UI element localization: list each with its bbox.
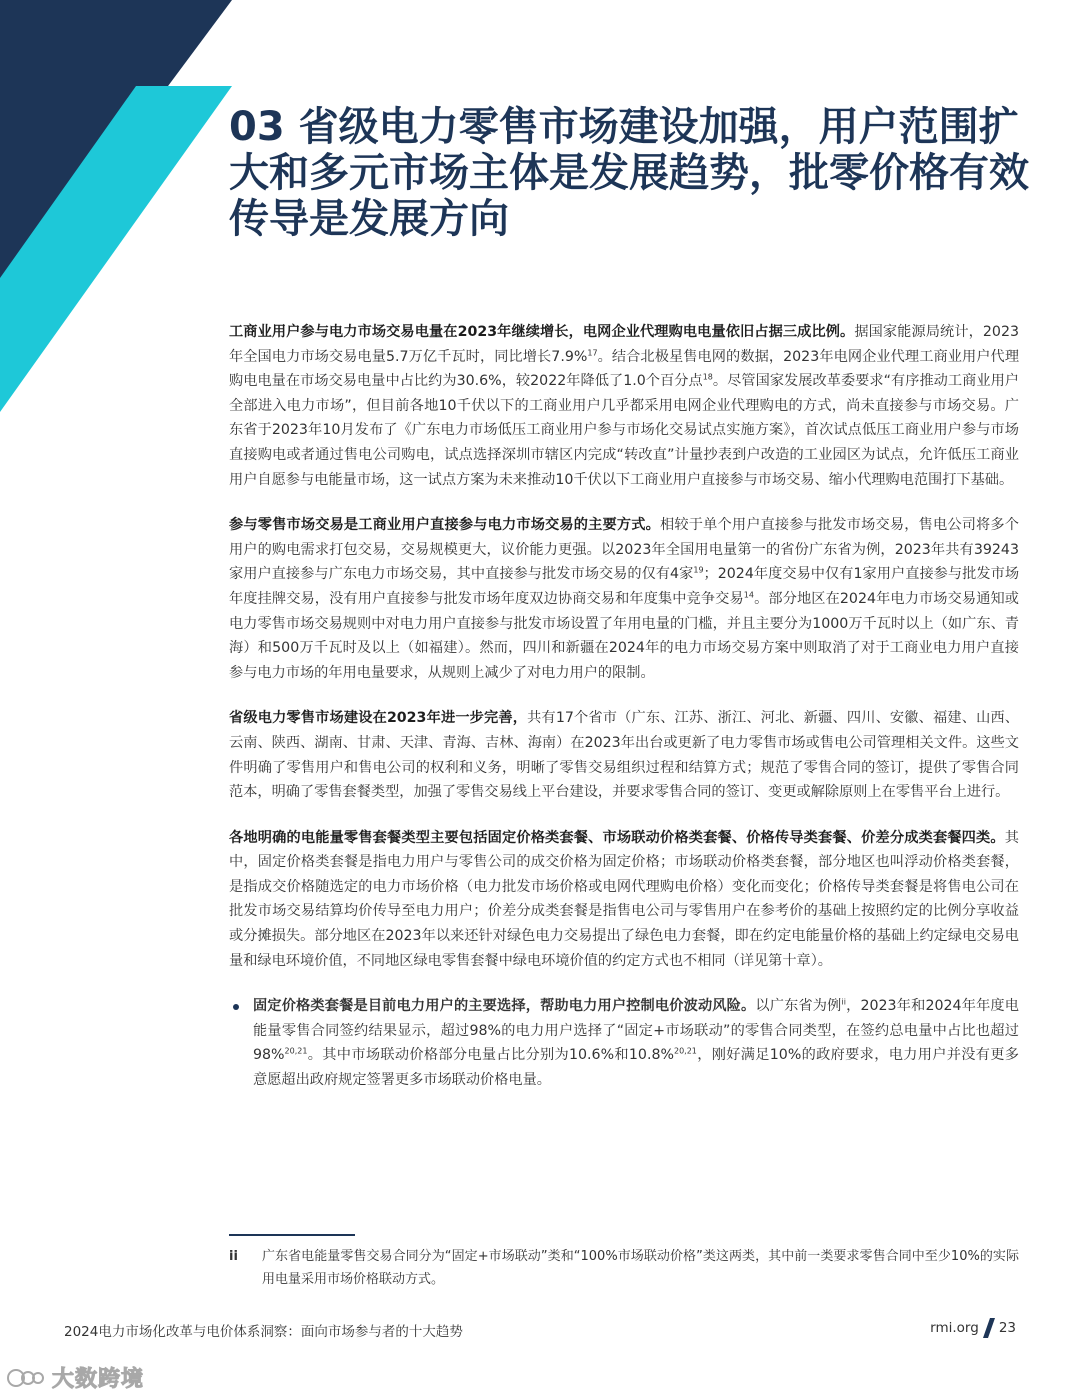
paragraph-4 bbox=[229, 826, 1019, 974]
bullet-text-4: ，刚好满足10%的政府要求，电力用户并没有更多意愿超出政府规定签署更多市场联动价格电量。 bbox=[253, 1047, 1019, 1089]
paragraph-3-text-1: 共有17个省市（广东、江苏、浙江、河北、新疆、四川、安徽、福建、山西、云南、陕西、湖南、甘肃、天津、青海、吉林、海南）在2023年出台或更新了电力零售市场或售电公司管理相关文件。这些文件明确了零售用户和售电公司的权利和义务，明晰了零售交易组织过程和结算方式；规范了零售合同的签订，提供了零售合同范本，明确了零售套餐类型，加强了零售交易线上平台建设，并要求零售合同的签订、变更或解除原则上在零售平台上进行。 bbox=[229, 710, 1019, 801]
paragraph-2-lead: 参与零售市场交易是工商业用户直接参与电力市场交易的主要方式。 bbox=[229, 517, 660, 534]
paragraph-1-text-2: 。结合北极星售电网的数据，2023年电网企业代理工商业用户代理购电电量在市场交易电量中占比约为30.6%，较2022年降低了1.0个百分点 bbox=[229, 348, 1020, 390]
bullet-item bbox=[253, 994, 1019, 1092]
bullet-lead: 固定价格类套餐是目前电力用户的主要选择，帮助电力用户控制电价波动风险。 bbox=[253, 998, 756, 1015]
footnote-mark: ii bbox=[229, 1249, 238, 1264]
paragraph-4-text-1: 其中，固定价格类套餐是指电力用户与零售公司的成交价格为固定价格；市场联动价格类套餐，部分地区也叫浮动价格类套餐，是指成交价格随选定的电力市场价格（电力批发市场价格或电网代理购电价格）变化而变化；价格传导类套餐是将售电公司在批发市场交易结算均价传导至电力用户；价差分成类套餐是指售电公司与零售用户在参考价的基础上按照约定的比例分享收益或分摊损失。部分地区在2023年以来还针对绿色电力交易提出了绿色电力套餐，即在约定电能量价格的基础上约定绿电交易电量和绿电环境价值，不同地区绿电零售套餐中绿电环境价值的约定方式也不相同（详见第十章）。 bbox=[229, 829, 1019, 969]
citation: 18 bbox=[702, 372, 713, 382]
footnote-ref[interactable]: ii bbox=[841, 997, 846, 1007]
paragraph-1-text-3: 。尽管国家发展改革委要求“有序推动工商业用户全部进入电力市场”，但目前各地10千伏以下的工商业用户几乎都采用电网企业代理购电的方式，尚未直接参与市场交易。广东省于2023年10月发布了《广东电力市场低压工商业用户参与市场化交易试点实施方案》，首次试点低压工商业用户参与市场直接购电或者通过售电公司购电，试点选择深圳市辖区内完成“转改直”计量抄表到户改造的工业园区为试点，允许低压工商业用户自愿参与电能量市场，这一试点方案为未来推动10千伏以下工商业用户直接参与市场交易、缩小代理购电范围打下基础。 bbox=[229, 373, 1019, 488]
page-title: 03 省级电力零售市场建设加强，用户范围扩大和多元市场主体是发展趋势，批零价格有效传导是发展方向 bbox=[229, 104, 1029, 242]
paragraph-1-lead: 工商业用户参与电力市场交易电量在2023年继续增长，电网企业代理购电电量依旧占据三成比例。 bbox=[229, 324, 855, 340]
citation: 17 bbox=[587, 347, 598, 357]
paragraph-1-text-1: 据国家能源局统计，2023年全国电力市场交易电量5.7万亿千瓦时，同比增长7.9% bbox=[229, 324, 1019, 365]
footnote-divider bbox=[229, 1234, 355, 1236]
paragraph-2-text-1: 相较于单个用户直接参与批发市场交易，售电公司将多个用户的购电需求打包交易，交易规模更大，议价能力更强。以2023年全国用电量第一的省份广东省为例，2023年共有39243家用户直接参与广东电力市场交易，其中直接参与批发市场交易的仅有4家 bbox=[229, 517, 1019, 583]
bullet-dot-icon bbox=[233, 1004, 239, 1010]
citation: 20,21 bbox=[284, 1046, 308, 1056]
bullet-text-2: ，2023年和2024年年度电能量零售合同签约结果显示，超过98%的电力用户选择了“固定+市场联动”的零售合同类型，在签约总电量中占比也超过98% bbox=[253, 998, 1019, 1064]
citation: 20,21 bbox=[673, 1046, 697, 1056]
paragraph-3-lead: 省级电力零售市场建设在2023年进一步完善， bbox=[229, 710, 528, 727]
watermark-text: 大数跨境 bbox=[52, 1367, 145, 1392]
watermark bbox=[6, 1362, 144, 1393]
body-text bbox=[229, 320, 1019, 1093]
paragraph-2-text-2: ；2024年度交易中仅有1家用户直接参与批发市场年度挂牌交易，没有用户直接参与批发市场年度双边协商交易和年度集中竞争交易 bbox=[229, 566, 1020, 607]
footer-report-title: 2024电力市场化改革与电价体系洞察：面向市场参与者的十大趋势 bbox=[64, 1324, 463, 1340]
paragraph-2-text-3: 。部分地区在2024年电力市场交易通知或电力零售市场交易规则中对电力用户直接参与批发市场设置了年用电量的门槛，并且主要分为1000万千瓦时以上（如广东、青海）和500万千瓦时及以上（如福建）。然而，四川和新疆在2024年的电力市场交易方案中则取消了对于工商业电力用户直接参与电力市场的年用电量要求，从规则上减少了对电力用户的限制。 bbox=[229, 590, 1019, 681]
footer-page-info bbox=[930, 1318, 1016, 1338]
footnote bbox=[229, 1245, 1019, 1291]
bullet-text-1: 以广东省为例 bbox=[755, 998, 842, 1015]
citation: 14 bbox=[743, 590, 754, 600]
slash-icon bbox=[983, 1318, 995, 1338]
paragraph-3 bbox=[229, 706, 1019, 804]
citation: 19 bbox=[693, 565, 704, 575]
footer-site-link[interactable]: rmi.org bbox=[930, 1320, 979, 1336]
page-number: 23 bbox=[998, 1320, 1016, 1336]
paragraph-2 bbox=[229, 513, 1019, 685]
footnote-text: 广东省电能量零售交易合同分为“固定+市场联动”类和“100%市场联动价格”类这两类，其中前一类要求零售合同中至少10%的实际用电量采用市场价格联动方式。 bbox=[262, 1249, 1019, 1287]
paragraph-4-lead: 各地明确的电能量零售套餐类型主要包括固定价格类套餐、市场联动价格类套餐、价格传导类套餐、价差分成类套餐四类。 bbox=[229, 829, 1005, 846]
paragraph-1 bbox=[229, 320, 1019, 492]
bullet-text-3: 。其中市场联动价格部分电量占比分别为10.6%和10.8% bbox=[307, 1047, 674, 1064]
watermark-logo-icon bbox=[6, 1365, 46, 1391]
corner-decoration bbox=[0, 0, 240, 420]
